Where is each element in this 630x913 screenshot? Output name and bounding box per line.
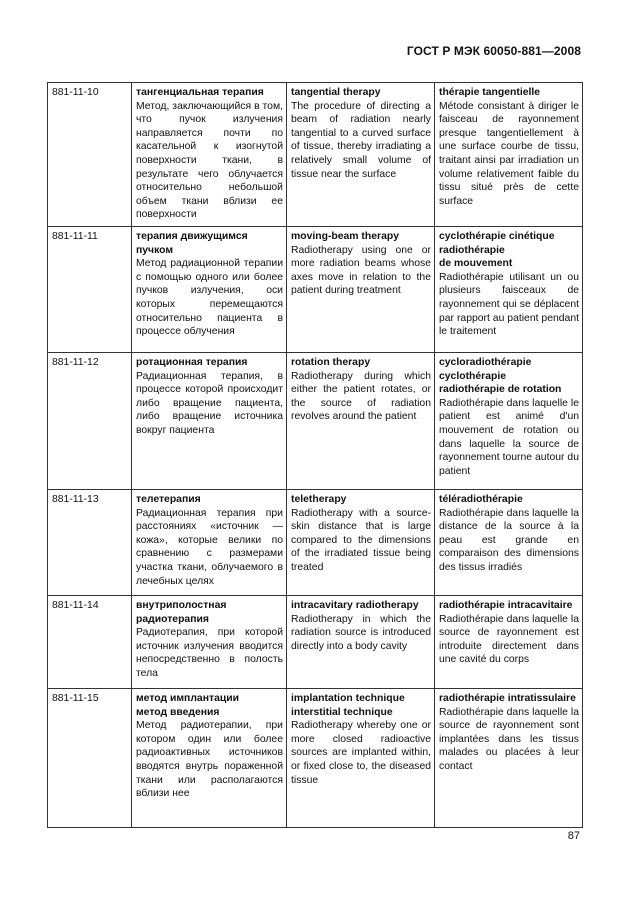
russian-definition: Метод радиотерапии, при котором один или более радиоактивных источников вводятся внутрь пораженной ткани или располагаются вблизи нее	[136, 720, 283, 800]
russian-entry-cell	[132, 595, 287, 688]
document-header: ГОСТ Р МЭК 60050-881—2008	[406, 44, 581, 58]
russian-term: внутриполостная радиотерапия	[136, 599, 227, 625]
term-number: 881-11-14	[48, 595, 132, 688]
table-row	[48, 489, 583, 595]
english-definition: Radiotherapy during which either the patient rotates, or the source of radiation revolves around the patient	[291, 370, 431, 423]
english-definition: The procedure of directing a beam of radiation nearly tangential to a curved surface of tissue, thereby irradiating a relatively small volume of tissue near the surface	[291, 100, 431, 180]
russian-entry-cell	[132, 489, 287, 595]
russian-definition: Радиотерапия, при которой источник излучения вводится непосредственно в полость тела	[136, 627, 283, 679]
russian-term: терапия движущимся пучком	[136, 230, 248, 256]
table-row	[48, 352, 583, 489]
english-term: tangential therapy	[291, 87, 381, 98]
russian-definition: Метод радиационной терапии с помощью одного или более пучков излучения, оси которых перемещаются относительно пациента в процессе облучения	[136, 258, 283, 338]
french-entry-cell	[435, 688, 583, 827]
term-number: 881-11-13	[48, 489, 132, 595]
french-definition: Radiothérapie dans laquelle la distance de la source à la peau est grande en comparaison des dimensions des tissus irradiés	[439, 507, 579, 573]
english-entry-cell	[287, 595, 435, 688]
french-definition: Radiothérapie dans laquelle la source de rayonnement est introduite directement dans une cavité du corps	[439, 613, 579, 666]
russian-entry-cell	[132, 352, 287, 489]
english-definition: Radiotherapy in which the radiation source is introduced directly into a body cavity	[291, 613, 431, 652]
russian-term: тангенциальная терапия	[136, 87, 264, 98]
russian-entry-cell	[132, 226, 287, 352]
page-number: 87	[567, 830, 580, 842]
french-term: radiothérapie intracavitaire	[439, 599, 573, 611]
french-term: thérapie tangentielle	[439, 87, 541, 98]
french-entry-cell	[435, 83, 583, 227]
french-definition: Métode consistant à diriger le faisceau de rayonnement presque tangentiellement à une surface courbe de tissu, traitant ainsi par irradiation un volume relativement faible du tissu situé près de cette surface	[439, 100, 579, 207]
french-entry-cell	[435, 226, 583, 352]
russian-definition: Метод, заключающийся в том, что пучок излучения направляется почти по касательной к изогнутой поверхности ткани, в результате чего облучается относительно небольшой объем ткани вблизи ее поверхности	[136, 100, 283, 221]
english-term: rotation therapy	[291, 356, 371, 368]
french-term: cycloradiothérapie cyclothérapie radiothérapie de rotation	[439, 356, 562, 396]
english-term: intracavitary radiotherapy	[291, 599, 419, 611]
table-row	[48, 83, 583, 227]
english-definition: Radiotherapy using one or more radiation beams whose axes move in relation to the patient during treatment	[291, 244, 431, 297]
french-definition: Radiothérapie dans laquelle le patient est animé d'un mouvement de rotation ou dans laquelle la source de rayonnement tourne autour du patient	[439, 397, 579, 477]
french-term: radiothérapie intratissulaire	[439, 692, 576, 704]
terminology-table-body	[48, 83, 583, 828]
french-entry-cell	[435, 489, 583, 595]
french-definition: Radiothérapie utilisant un ou plusieurs faisceaux de rayonnement qui se déplacent par rapport au patient pendant le traitement	[439, 271, 579, 338]
russian-term: ротационная терапия	[136, 356, 248, 368]
english-term: moving-beam therapy	[291, 230, 399, 242]
english-entry-cell	[287, 83, 435, 227]
russian-definition: Радиационная терапия, в процессе которой происходит либо вращение пациента, либо вращение источника вокруг пациента	[136, 370, 283, 436]
russian-term: телетерапия	[136, 493, 201, 505]
english-term: implantation technique interstitial technique	[291, 692, 405, 718]
terminology-table	[47, 82, 583, 828]
english-entry-cell	[287, 489, 435, 595]
term-number: 881-11-12	[48, 352, 132, 489]
russian-entry-cell	[132, 83, 287, 227]
russian-term: метод имплантации метод введения	[136, 692, 240, 718]
french-definition: Radiothérapie dans laquelle la source de rayonnement sont implantées dans les tissus malades ou placées à leur contact	[439, 706, 579, 772]
french-term: cyclothérapie cinétique radiothérapie de mouvement	[439, 230, 555, 270]
french-term: téléradiothérapie	[439, 493, 523, 505]
table-row	[48, 226, 583, 352]
term-number: 881-11-10	[48, 83, 132, 227]
english-entry-cell	[287, 688, 435, 827]
english-entry-cell	[287, 352, 435, 489]
russian-definition: Радиационная терапия при расстояниях «источник — кожа», которые велики по сравнению с размерами участка ткани, облучаемого в лечебных целях	[136, 507, 283, 587]
english-definition: Radiotherapy whereby one or more closed radioactive sources are implanted within, or fixed close to, the diseased tissue	[291, 720, 431, 786]
english-entry-cell	[287, 226, 435, 352]
table-row	[48, 688, 583, 827]
table-row	[48, 595, 583, 688]
english-definition: Radiotherapy with a source-skin distance that is large compared to the dimensions of the irradiated tissue being treated	[291, 507, 431, 573]
french-entry-cell	[435, 352, 583, 489]
french-entry-cell	[435, 595, 583, 688]
term-number: 881-11-11	[48, 226, 132, 352]
english-term: teletherapy	[291, 493, 347, 505]
russian-entry-cell	[132, 688, 287, 827]
term-number: 881-11-15	[48, 688, 132, 827]
